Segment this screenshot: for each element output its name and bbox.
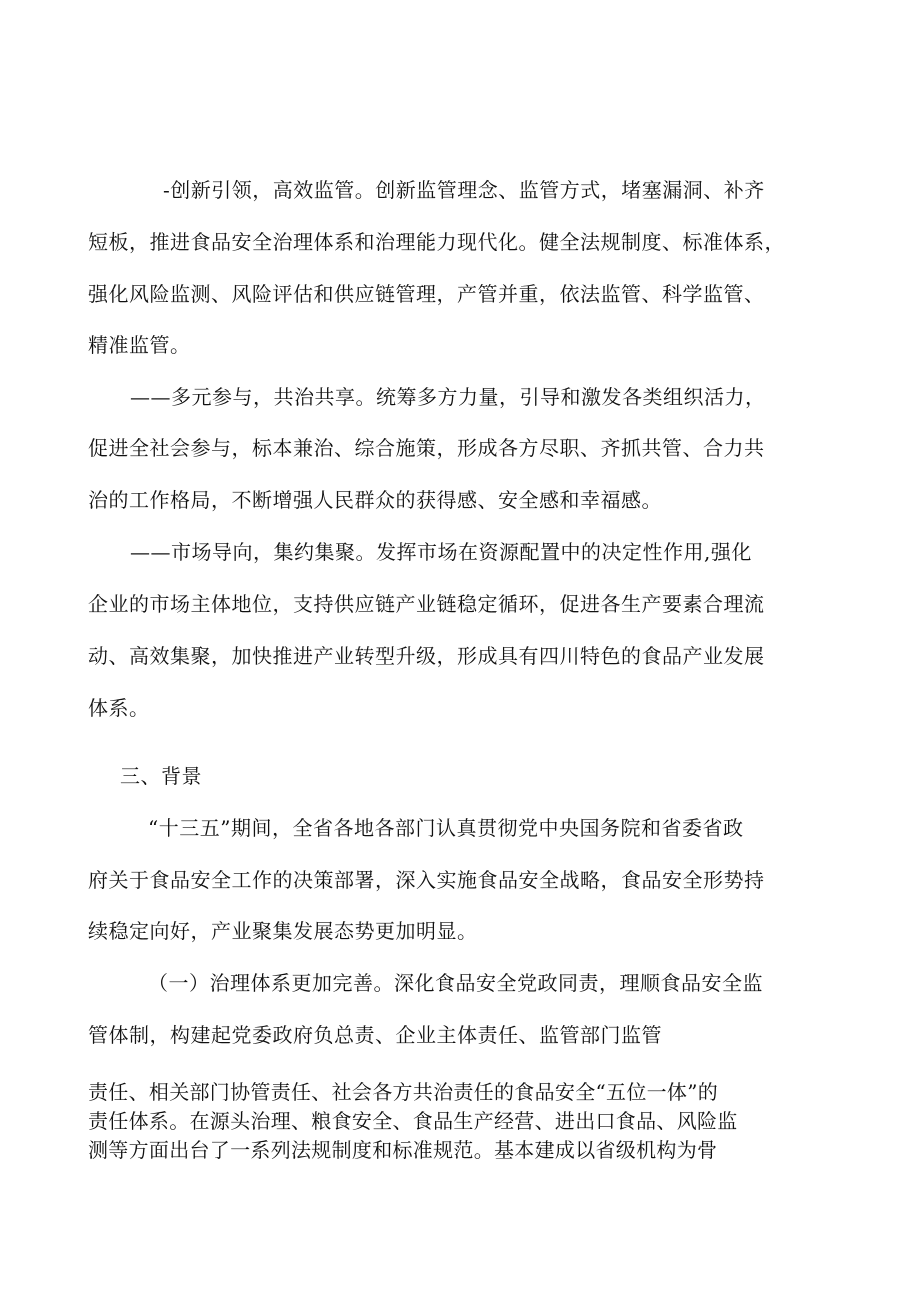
paragraph-5-line-1: （一）治理体系更加完善。深化食品安全党政同责，理顺食品安全监 xyxy=(148,971,763,995)
paragraph-3-line-4: 体系。 xyxy=(88,696,150,720)
paragraph-3-line-1: ——市场导向，集约集聚。发挥市场在资源配置中的决定性作用,强化 xyxy=(130,540,752,564)
paragraph-5-line-2: 管体制，构建起党委政府负总责、企业主体责任、监管部门监管 xyxy=(88,1023,662,1047)
section-heading: 三、背景 xyxy=(120,764,202,788)
paragraph-6-line-2: 责任体系。在源头治理、粮食安全、食品生产经营、进出口食品、风险监 xyxy=(88,1109,738,1133)
paragraph-1-line-1: -创新引领，高效监管。创新监管理念、监管方式，堵塞漏洞、补齐 xyxy=(163,178,765,202)
paragraph-2-line-1: ——多元参与，共治共享。统筹多方力量，引导和激发各类组织活力， xyxy=(130,385,766,409)
paragraph-4-line-1: “十三五”期间，全省各地各部门认真贯彻党中央国务院和省委省政 xyxy=(148,816,744,840)
paragraph-1-line-3: 强化风险监测、风险评估和供应链管理，产管并重，依法监管、科学监管、 xyxy=(88,282,765,306)
paragraph-1-line-2: 短板，推进食品安全治理体系和治理能力现代化。健全法规制度、标准体系， xyxy=(88,230,785,254)
paragraph-2-line-3: 治的工作格局，不断增强人民群众的获得感、安全感和幸福感。 xyxy=(88,488,662,512)
paragraph-2-line-2: 促进全社会参与，标本兼治、综合施策，形成各方尽职、齐抓共管、合力共 xyxy=(88,436,765,460)
paragraph-1-line-4: 精准监管。 xyxy=(88,333,191,357)
paragraph-3-line-2: 企业的市场主体地位，支持供应链产业链稳定循环，促进各生产要素合理流 xyxy=(88,592,765,616)
paragraph-6-line-3: 测等方面出台了一系列法规制度和标准规范。基本建成以省级机构为骨 xyxy=(88,1138,718,1162)
paragraph-4-line-2: 府关于食品安全工作的决策部署，深入实施食品安全战略，食品安全形势持 xyxy=(88,868,765,892)
paragraph-3-line-3: 动、高效集聚，加快推进产业转型升级，形成具有四川特色的食品产业发展 xyxy=(88,644,765,668)
paragraph-4-line-3: 续稳定向好，产业聚集发展态势更加明显。 xyxy=(88,919,478,943)
paragraph-6-line-1: 责任、相关部门协管责任、社会各方共治责任的食品安全“五位一体”的 xyxy=(88,1080,719,1104)
